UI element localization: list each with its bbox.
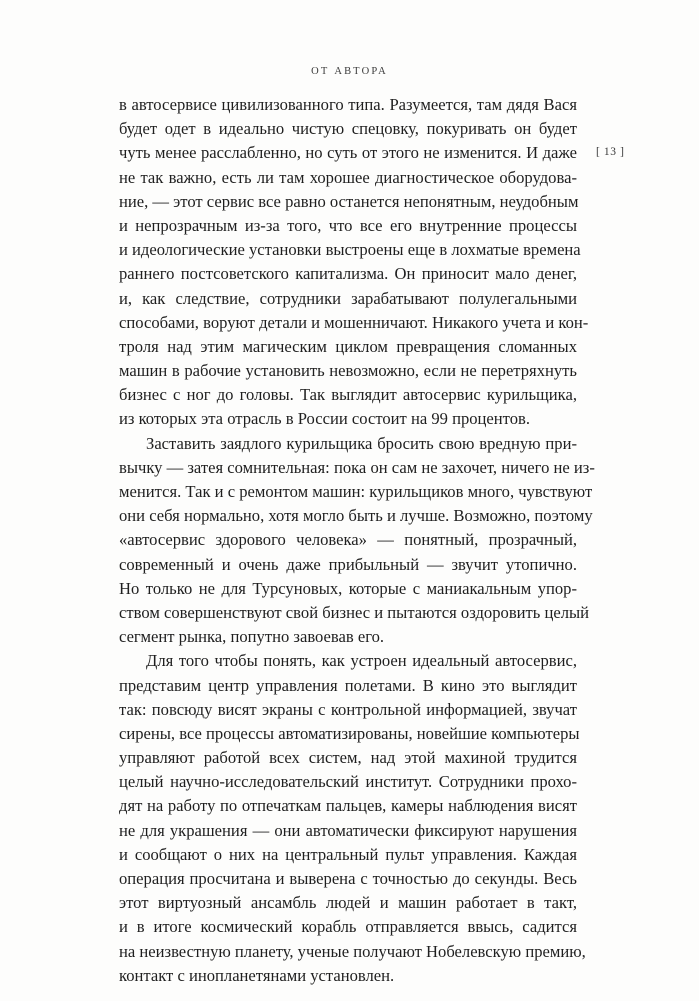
text-line: и непрозрачным из-за того, что все его внутренние процессы	[119, 215, 577, 235]
running-head: ОТ АВТОРА	[311, 66, 388, 77]
body-text	[119, 93, 595, 988]
text-line: раннего постсоветского капитализма. Он приносит мало денег,	[119, 264, 577, 284]
text-line: и, как следствие, сотрудники зарабатывают полулегальными	[119, 288, 577, 308]
text-line: «автосервис здорового человека» — понятный, прозрачный,	[119, 530, 577, 550]
paragraph	[119, 432, 595, 650]
text-line: ством совершенствуют свой бизнес и пытаются оздоровить целый	[119, 602, 590, 622]
text-line: и идеологические установки выстроены еще в лохматые времена	[119, 240, 581, 260]
text-line: дят на работу по отпечаткам пальцев, камеры наблюдения висят	[119, 796, 577, 816]
text-line: так: повсюду висят экраны с контрольной информацией, звучат	[119, 699, 577, 719]
text-line: машин в рабочие установить невозможно, если не перетряхнуть	[119, 361, 577, 381]
text-line: будет одет в идеально чистую спецовку, покуривать он будет	[119, 119, 577, 139]
text-line: сегмент рынка, попутно завоевав его.	[119, 627, 385, 647]
text-line: Для того чтобы понять, как устроен идеальный автосервис,	[146, 651, 577, 671]
text-line: не для украшения — они автоматически фиксируют нарушения	[119, 820, 577, 840]
text-line: целый научно-исследовательский институт. Сотрудники прохо-	[119, 772, 577, 792]
text-line: ние, — этот сервис все равно останется непонятным, неудобным	[119, 191, 579, 211]
text-line: не так важно, есть ли там хорошее диагностическое оборудова-	[119, 167, 577, 187]
paragraph	[119, 93, 589, 432]
text-line: троля над этим магическим циклом превращения сломанных	[119, 336, 577, 356]
page-number: [ 13 ]	[596, 146, 625, 158]
text-line: управляют работой всех систем, над этой махиной трудится	[119, 748, 577, 768]
text-line: способами, воруют детали и мошенничают. Никакого учета и кон-	[119, 312, 589, 332]
text-line: на неизвестную планету, ученые получают Нобелевскую премию,	[119, 941, 586, 961]
text-line: из которых эта отрасль в России состоит на 99 процентов.	[119, 409, 530, 429]
text-line: представим центр управления полетами. В кино это выглядит	[119, 675, 577, 695]
text-line: контакт с инопланетянами установлен.	[119, 965, 395, 985]
text-line: в автосервисе цивилизованного типа. Разумеется, там дядя Вася	[119, 95, 577, 114]
text-line: современный и очень даже прибыльный — звучит утопично.	[119, 554, 577, 574]
text-line: Но только не для Турсуновых, которые с маниакальным упор-	[119, 578, 577, 598]
text-line: сирены, все процессы автоматизированы, новейшие компьютеры	[119, 723, 580, 743]
text-line: Заставить заядлого курильщика бросить свою вредную при-	[146, 433, 577, 453]
text-line: и сообщают о них на центральный пульт управления. Каждая	[119, 844, 577, 864]
text-line: бизнес с ног до головы. Так выглядит автосервис курильщика,	[119, 385, 577, 405]
text-line: операция просчитана и выверена с точностью до секунды. Весь	[119, 869, 577, 888]
text-line: вычку — затея сомнительная: пока он сам не захочет, ничего не из-	[119, 457, 595, 477]
text-line: менится. Так и с ремонтом машин: курильщиков много, чувствуют	[119, 482, 593, 501]
text-line: они себя нормально, хотя могло быть и лучше. Возможно, поэтому	[119, 506, 593, 526]
text-line: чуть менее расслабленно, но суть от этого не изменится. И даже	[119, 143, 577, 163]
paragraph	[119, 649, 586, 988]
text-line: и в итоге космический корабль отправляется ввысь, садится	[119, 917, 577, 937]
text-line: этот виртуозный ансамбль людей и машин работает в такт,	[119, 893, 577, 913]
